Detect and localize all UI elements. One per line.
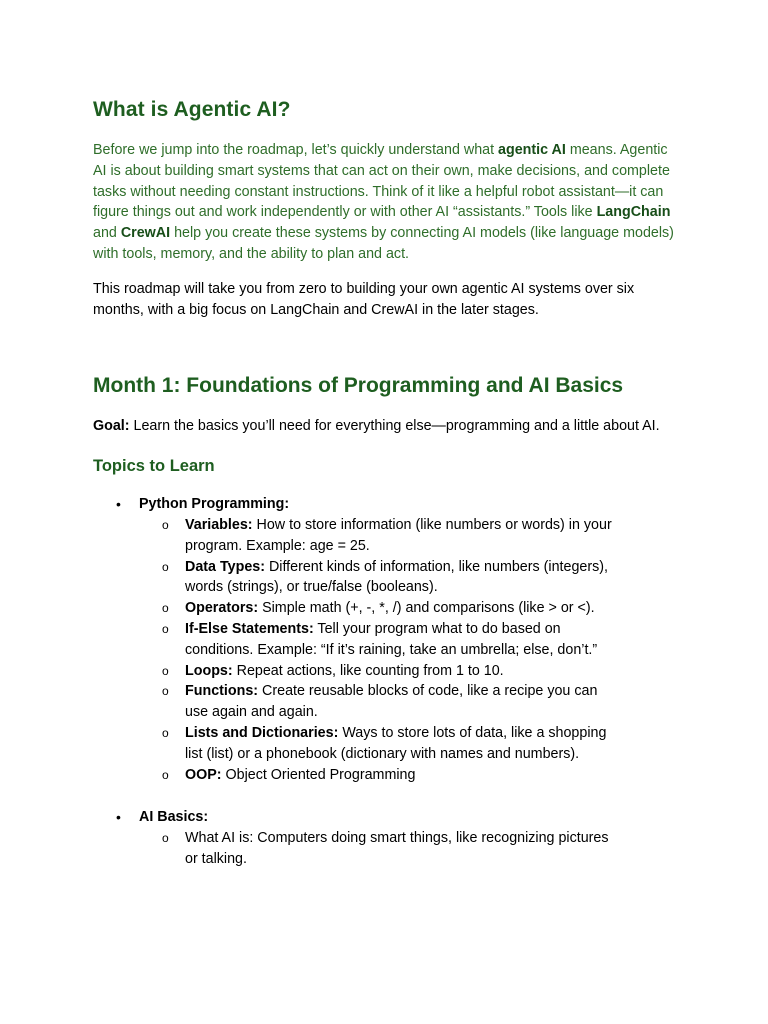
list-item xyxy=(139,619,621,661)
bullet-icon: • xyxy=(116,496,121,513)
item-label: Functions: xyxy=(185,683,259,700)
intro-bold-langchain: LangChain xyxy=(596,204,671,221)
list-item xyxy=(139,661,621,682)
heading-topics-to-learn: Topics to Learn xyxy=(93,457,215,476)
item-text: What AI is: Computers doing smart things, like recognizing pictures or talking. xyxy=(185,830,609,867)
item-text: Different kinds of information, like numbers (integers), words (strings), or true/false (booleans). xyxy=(185,558,608,596)
circle-bullet-icon: o xyxy=(162,621,169,636)
intro-text-3: and xyxy=(93,225,121,242)
item-label: Lists and Dictionaries: xyxy=(185,724,339,741)
bullet-icon: • xyxy=(116,809,121,826)
roadmap-paragraph: This roadmap will take you from zero to building your own agentic AI systems over six months, with a big focus on LangChain and CrewAI in the later stages. xyxy=(93,280,635,318)
item-text: Ways to store lots of data, like a shopping list (list) or a phonebook (dictionary with names and numbers). xyxy=(185,724,607,762)
list-item xyxy=(139,681,621,723)
intro-text-2: means. Agentic AI is about building smart systems that can act on their own, make decisions, and complete tasks without needing constant instructions. Think of it like a helpful robot assistant—it can figure things out and work independently or with other AI “assistants.” Tools like xyxy=(93,142,670,221)
circle-bullet-icon: o xyxy=(162,767,169,782)
circle-bullet-icon: o xyxy=(162,684,169,699)
item-label: Data Types: xyxy=(185,558,265,575)
circle-bullet-icon: o xyxy=(162,517,169,532)
item-label: Operators: xyxy=(185,600,259,617)
item-text: Tell your program what to do based on conditions. Example: “If it’s raining, take an umbrella; else, don’t.” xyxy=(185,620,598,658)
heading-month-1: Month 1: Foundations of Programming and AI Basics xyxy=(93,374,624,398)
list-item xyxy=(139,828,621,870)
circle-bullet-icon: o xyxy=(162,559,169,574)
goal-paragraph xyxy=(93,416,675,437)
subtopics-list xyxy=(139,515,675,785)
subtopics-list xyxy=(139,828,675,870)
item-text: Repeat actions, like counting from 1 to 10. xyxy=(232,662,504,679)
item-text: Create reusable blocks of code, like a recipe you can use again and again. xyxy=(185,683,598,721)
item-label: Loops: xyxy=(185,662,233,679)
circle-bullet-icon: o xyxy=(162,663,169,678)
item-label: If-Else Statements: xyxy=(185,620,314,637)
circle-bullet-icon: o xyxy=(162,831,169,846)
item-text: Simple math (+, -, *, /) and comparisons (like > or <). xyxy=(258,600,595,617)
goal-text: Learn the basics you’ll need for everything else—programming and a little about AI. xyxy=(129,418,660,435)
intro-text-4: help you create these systems by connecting AI models (like language models) with tools, memory, and the ability to plan and act. xyxy=(93,225,674,262)
topic-label: Python Programming: xyxy=(139,496,290,513)
topic-label: AI Basics: xyxy=(139,809,209,826)
list-item xyxy=(139,557,621,599)
topic-python xyxy=(93,494,675,785)
item-text: How to store information (like numbers or words) in your program. Example: age = 25. xyxy=(185,516,612,554)
topic-ai-basics xyxy=(93,807,675,869)
circle-bullet-icon: o xyxy=(162,601,169,616)
item-label: OOP: xyxy=(185,766,222,783)
document-page xyxy=(93,96,675,870)
intro-text-1: Before we jump into the roadmap, let’s quickly understand what xyxy=(93,142,499,158)
item-text: Object Oriented Programming xyxy=(221,766,416,783)
intro-bold-agentic-ai: agentic AI xyxy=(498,142,566,158)
list-item xyxy=(139,723,621,765)
topics-list xyxy=(93,494,675,870)
intro-paragraph xyxy=(93,140,675,265)
intro-bold-crewai: CrewAI xyxy=(120,225,171,242)
list-item xyxy=(139,515,621,557)
heading-what-is-agentic-ai: What is Agentic AI? xyxy=(93,98,291,121)
circle-bullet-icon: o xyxy=(162,725,169,740)
list-item xyxy=(139,598,621,619)
item-label: Variables: xyxy=(185,516,253,533)
goal-label: Goal: xyxy=(93,418,130,435)
list-item xyxy=(139,765,621,786)
